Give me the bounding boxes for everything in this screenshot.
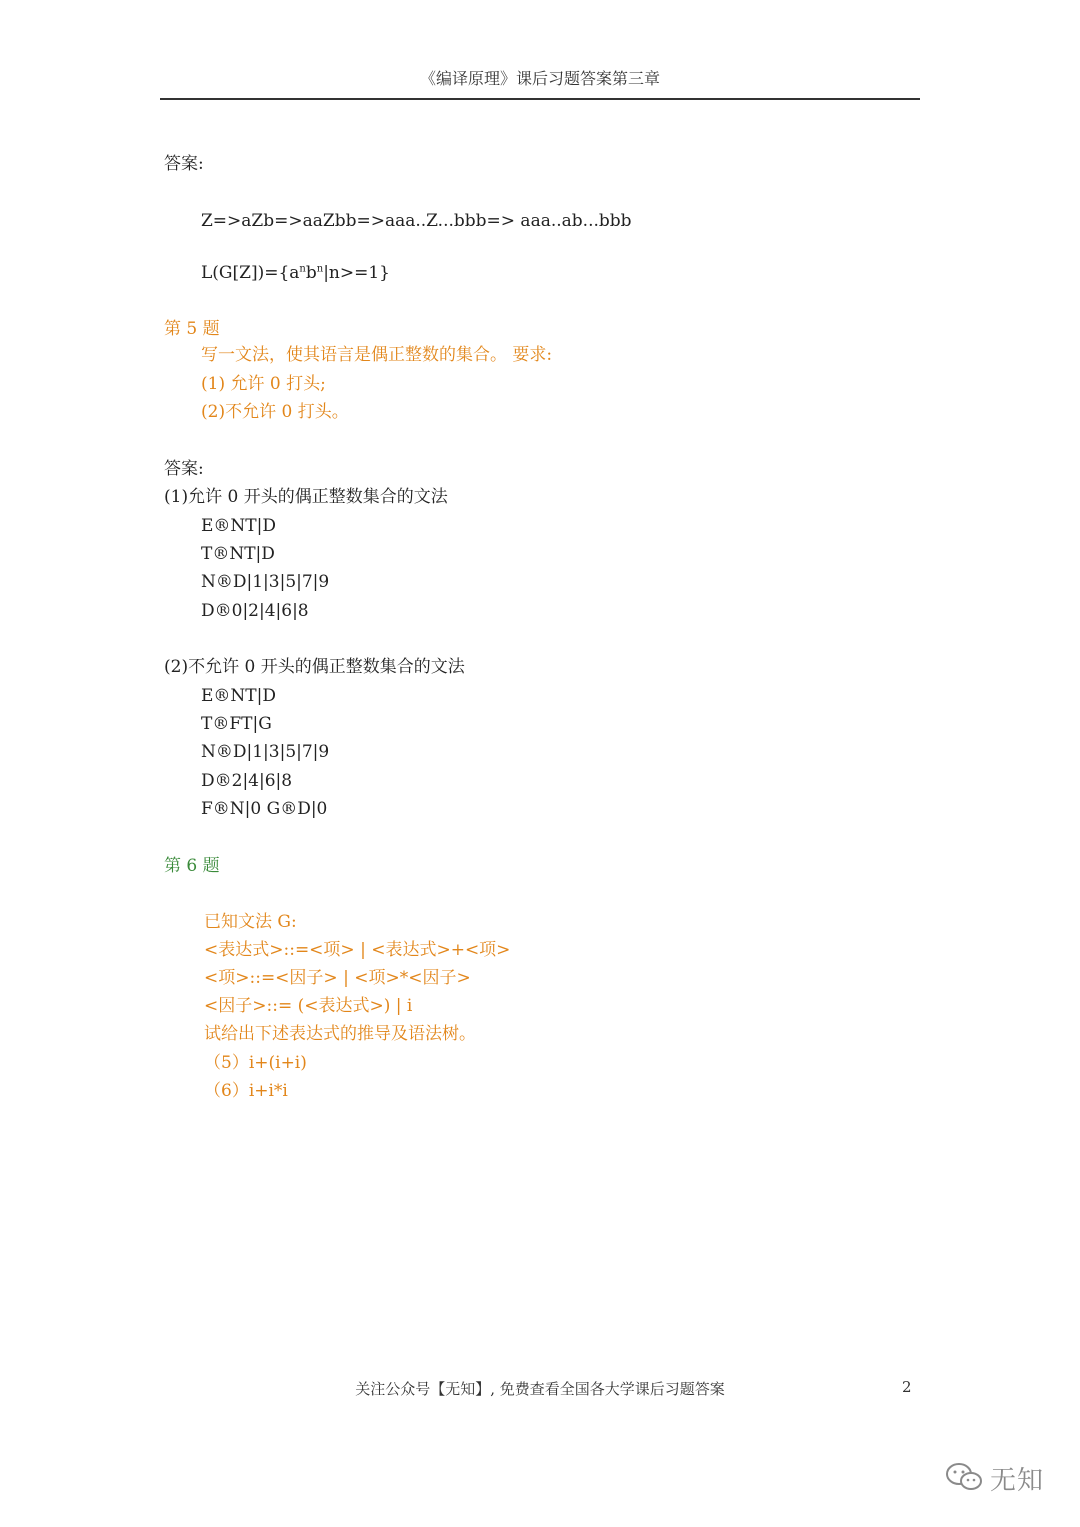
footer-text: 关注公众号【无知】, 免费查看全国各大学课后习题答案 <box>355 1380 725 1398</box>
question-5-requirement-2: (2)不允许 0 打头。 <box>201 402 349 422</box>
answer-part-2-title: (2)不允许 0 开头的偶正整数集合的文法 <box>164 657 465 677</box>
grammar-rule: D®2|4|6|8 <box>201 771 293 791</box>
question-6-item-5: （5）i+(i+i) <box>204 1053 307 1073</box>
question-5-requirement-1: (1) 允许 0 打头; <box>201 374 326 394</box>
lang-sup-1: n <box>299 263 306 275</box>
header-divider <box>160 98 920 100</box>
grammar-rule: E®NT|D <box>201 686 276 706</box>
answer-label: 答案: <box>164 154 204 174</box>
question-6-heading: 第 6 题 <box>164 856 220 876</box>
question-6-line: <项>::=<因子> | <项>*<因子> <box>204 968 471 988</box>
grammar-rule: T®NT|D <box>201 544 275 564</box>
answer-label: 答案: <box>164 459 204 479</box>
grammar-rule: N®D|1|3|5|7|9 <box>201 572 330 592</box>
lang-sup-2: n <box>316 263 324 275</box>
page-header-title: 《编译原理》课后习题答案第三章 <box>419 69 660 88</box>
language-definition <box>201 262 390 284</box>
question-6-line: <表达式>::=<项> | <表达式>+<项> <box>204 940 511 960</box>
answer-part-1-title: (1)允许 0 开头的偶正整数集合的文法 <box>164 487 448 507</box>
grammar-rule: N®D|1|3|5|7|9 <box>201 742 330 762</box>
question-6-item-6: （6）i+i*i <box>204 1081 288 1101</box>
question-6-line: 试给出下述表达式的推导及语法树。 <box>204 1024 476 1044</box>
question-5-text: 写一文法，使其语言是偶正整数的集合。 要求: <box>201 345 553 365</box>
page-number: 2 <box>902 1378 912 1396</box>
grammar-rule: D®0|2|4|6|8 <box>201 601 309 621</box>
watermark-text: 无知 <box>990 1466 1045 1496</box>
lang-mid: b <box>305 263 317 283</box>
question-5-heading: 第 5 题 <box>164 319 220 339</box>
grammar-rule: T®FT|G <box>201 714 272 734</box>
grammar-rule: F®N|0 G®D|0 <box>201 799 328 819</box>
watermark <box>944 1460 1044 1497</box>
derivation-text: Z=>aZb=>aaZbb=>aaa..Z...bbb=> aaa..ab...bbb <box>201 211 632 231</box>
grammar-rule: E®NT|D <box>201 516 276 536</box>
wechat-icon <box>944 1461 984 1497</box>
question-6-line: <因子>::= (<表达式>) | i <box>204 996 413 1016</box>
question-6-line: 已知文法 G: <box>204 912 297 932</box>
lang-suffix: |n>=1} <box>323 263 390 283</box>
lang-prefix: L(G[Z])={a <box>201 263 300 283</box>
